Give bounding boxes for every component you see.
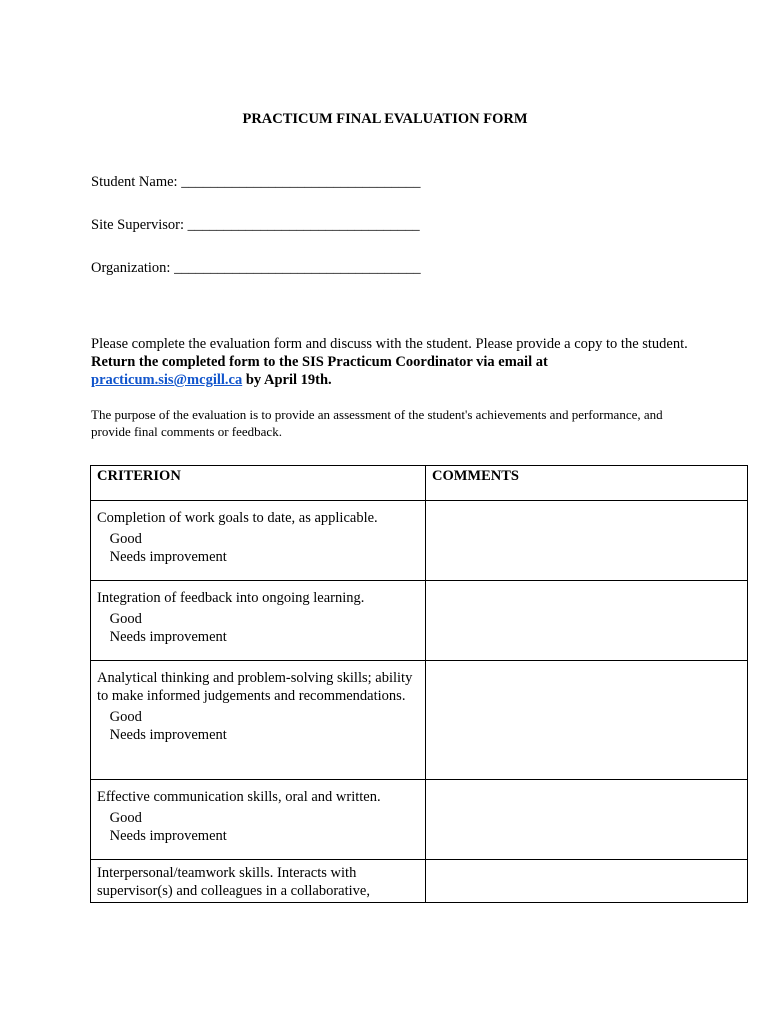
organization-field[interactable]: Organization: __________________________________ — [91, 260, 421, 276]
option-good[interactable]: Good — [109, 611, 142, 627]
criterion-text: Effective communication skills, oral and written. — [97, 789, 381, 805]
evaluation-table — [90, 465, 748, 903]
criterion-cell — [91, 661, 426, 780]
table-row — [91, 780, 748, 860]
option-good[interactable]: Good — [109, 709, 142, 725]
purpose-paragraph: The purpose of the evaluation is to provide an assessment of the student's achievements and performance, and provide final comments or feedback. — [91, 407, 663, 439]
form-title: PRACTICUM FINAL EVALUATION FORM — [242, 111, 528, 127]
criterion-header: CRITERION — [91, 466, 426, 501]
option-needs-improvement[interactable]: Needs improvement — [109, 629, 227, 645]
option-needs-improvement[interactable]: Needs improvement — [109, 549, 227, 565]
instructions-text: Please complete the evaluation form and discuss with the student. Please provide a copy to the student. — [91, 336, 688, 352]
instructions-bold-text: Return the completed form to the SIS Practicum Coordinator via email at — [91, 354, 548, 370]
criterion-text: Analytical thinking and problem-solving skills; ability to make informed judgements and recommendations. — [97, 670, 413, 704]
criterion-text: Integration of feedback into ongoing learning. — [97, 590, 365, 606]
criterion-cell — [91, 581, 426, 661]
deadline-text: by April 19th. — [242, 372, 332, 388]
table-row — [91, 581, 748, 661]
table-row — [91, 661, 748, 780]
option-good[interactable]: Good — [109, 531, 142, 547]
coordinator-email-link[interactable]: practicum.sis@mcgill.ca — [91, 372, 243, 388]
comments-header: COMMENTS — [426, 466, 748, 501]
instructions-paragraph — [91, 335, 691, 389]
student-name-field[interactable]: Student Name: _________________________________ — [91, 174, 421, 190]
comments-cell[interactable] — [426, 860, 748, 903]
site-supervisor-field[interactable]: Site Supervisor: ________________________________ — [91, 217, 420, 233]
comments-cell[interactable] — [426, 501, 748, 581]
criterion-text: Interpersonal/teamwork skills. Interacts with supervisor(s) and colleagues in a collaborative, — [97, 865, 370, 899]
option-needs-improvement[interactable]: Needs improvement — [109, 727, 227, 743]
criterion-text: Completion of work goals to date, as applicable. — [97, 510, 378, 526]
comments-cell[interactable] — [426, 581, 748, 661]
option-needs-improvement[interactable]: Needs improvement — [109, 828, 227, 844]
criterion-cell — [91, 501, 426, 581]
table-row — [91, 501, 748, 581]
comments-cell[interactable] — [426, 780, 748, 860]
criterion-cell — [91, 780, 426, 860]
table-header-row — [91, 466, 748, 501]
option-good[interactable]: Good — [109, 810, 142, 826]
comments-cell[interactable] — [426, 661, 748, 780]
criterion-cell — [91, 860, 426, 903]
table-row — [91, 860, 748, 903]
